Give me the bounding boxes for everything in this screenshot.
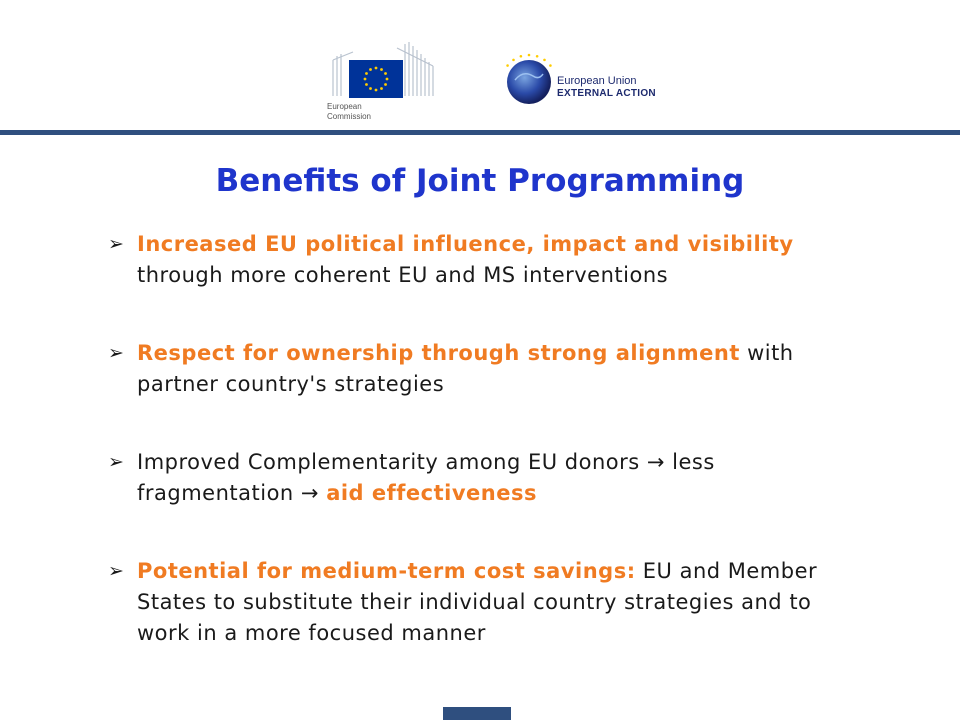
bullet-highlight: Respect for ownership through strong alignment — [137, 341, 740, 365]
eu-star — [384, 83, 387, 86]
slide-title: Benefits of Joint Programming — [215, 163, 745, 199]
eu-star — [528, 54, 531, 57]
eu-star — [375, 67, 378, 70]
slide-header — [0, 0, 960, 130]
eu-star — [549, 64, 552, 67]
footer-tab — [443, 707, 511, 720]
ec-building-icon — [327, 40, 439, 102]
eu-star — [375, 89, 378, 92]
eu-star — [536, 55, 539, 58]
eu-star — [384, 72, 387, 75]
eu-star — [365, 72, 368, 75]
bullet-item — [108, 338, 868, 400]
header-divider — [0, 130, 960, 135]
eu-star — [365, 83, 368, 86]
eu-star — [512, 59, 515, 62]
arrow-bullet-icon: ➢ — [108, 560, 125, 582]
eu-star — [364, 78, 367, 81]
arrow-bullet-icon: ➢ — [108, 342, 125, 364]
ec-label-line1: European — [327, 102, 362, 111]
ec-label-line2: Commission — [327, 112, 372, 121]
eu-star — [506, 64, 509, 67]
eu-star — [386, 78, 389, 81]
bullet-item — [108, 447, 868, 509]
bullet-text: Improved Complementarity among EU donors → less fragmentation → — [137, 450, 715, 505]
eu-star — [369, 87, 372, 90]
bullet-item — [108, 229, 868, 291]
arrow-bullet-icon: ➢ — [108, 451, 125, 473]
bullet-text: through more coherent EU and MS interventions — [137, 263, 669, 287]
bullet-text: EU and Member States to substitute their individual country strategies and to work in a more focused manner — [137, 559, 818, 645]
globe-icon — [505, 46, 565, 116]
arrow-bullet-icon: ➢ — [108, 233, 125, 255]
european-commission-logo — [327, 40, 439, 124]
eeas-line1: European Union — [557, 75, 637, 87]
eeas-line2: EXTERNAL ACTION — [557, 88, 656, 99]
bullet-highlight: Potential for medium-term cost savings: — [137, 559, 636, 583]
eu-star — [369, 68, 372, 71]
bullet-list — [108, 229, 868, 649]
eu-star — [380, 68, 383, 71]
eu-star — [543, 59, 546, 62]
bullet-highlight: aid effectiveness — [326, 481, 537, 505]
ec-logo-label — [327, 102, 407, 122]
eeas-logo — [505, 46, 695, 116]
eu-star — [520, 55, 523, 58]
bullet-item — [108, 556, 868, 649]
bullet-highlight: Increased EU political influence, impact and visibility — [137, 232, 794, 256]
bullet-text: with partner country's strategies — [137, 341, 794, 396]
eu-star — [380, 87, 383, 90]
